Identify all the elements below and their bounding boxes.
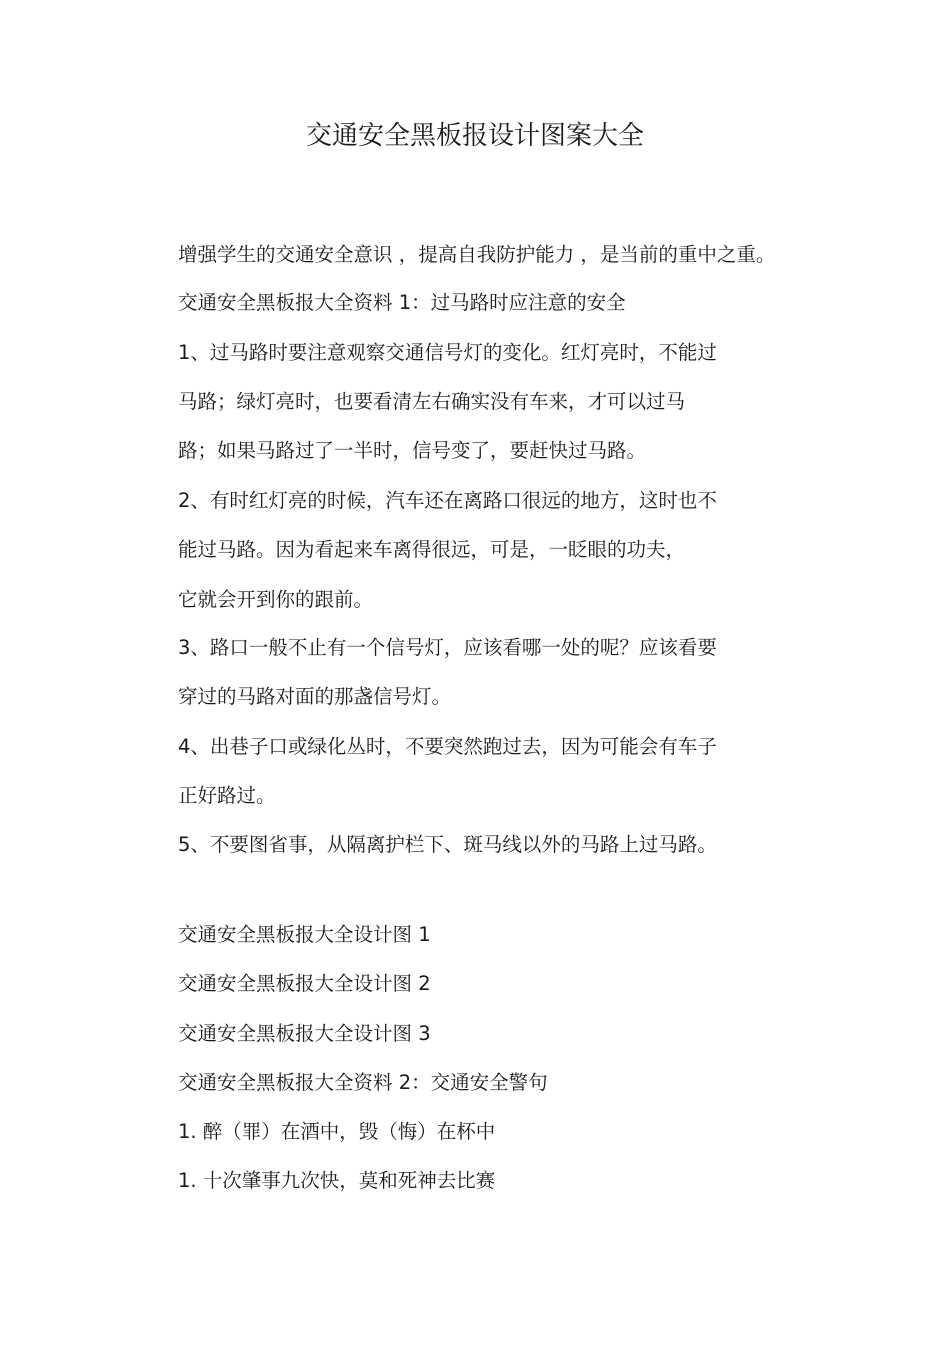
- section-heading-1: 交通安全黑板报大全资料 1：过马路时应注意的安全: [178, 291, 626, 314]
- document-title: 交通安全黑板报设计图案大全: [305, 121, 644, 151]
- paragraph-line: 3、路口一般不止有一个信号灯，应该看哪一处的呢？应该看要: [178, 636, 717, 659]
- paragraph-line: 它就会开到你的跟前。: [178, 588, 374, 611]
- section-heading-2: 交通安全黑板报大全资料 2：交通安全警句: [178, 1071, 548, 1094]
- paragraph-line: 1、过马路时要注意观察交通信号灯的变化。红灯亮时，不能过: [178, 341, 717, 364]
- figure-caption-2: 交通安全黑板报大全设计图 2: [178, 972, 431, 995]
- paragraph-line: 路；如果马路过了一半时，信号变了，要赶快过马路。: [178, 439, 647, 462]
- intro-paragraph: 增强学生的交通安全意识 ，提高自我防护能力 ，是当前的重中之重。: [178, 243, 776, 266]
- paragraph-line: 马路；绿灯亮时，也要看清左右确实没有车来，才可以过马: [178, 390, 686, 413]
- slogan-line: 1. 醉（罪）在酒中，毁（悔）在杯中: [178, 1120, 496, 1143]
- paragraph-line: 正好路过。: [178, 784, 276, 807]
- paragraph-line: 2、有时红灯亮的时候，汽车还在离路口很远的地方，这时也不: [178, 489, 717, 512]
- figure-caption-1: 交通安全黑板报大全设计图 1: [178, 923, 431, 946]
- paragraph-line: 能过马路。因为看起来车离得很远，可是，一眨眼的功夫，: [178, 538, 686, 561]
- paragraph-line: 5、不要图省事，从隔离护栏下、斑马线以外的马路上过马路。: [178, 833, 717, 856]
- paragraph-line: 穿过的马路对面的那盏信号灯。: [178, 685, 452, 708]
- slogan-line: 1. 十次肇事九次快，莫和死神去比赛: [178, 1169, 496, 1192]
- paragraph-line: 4、出巷子口或绿化丛时，不要突然跑过去，因为可能会有车子: [178, 735, 717, 758]
- figure-caption-3: 交通安全黑板报大全设计图 3: [178, 1022, 431, 1045]
